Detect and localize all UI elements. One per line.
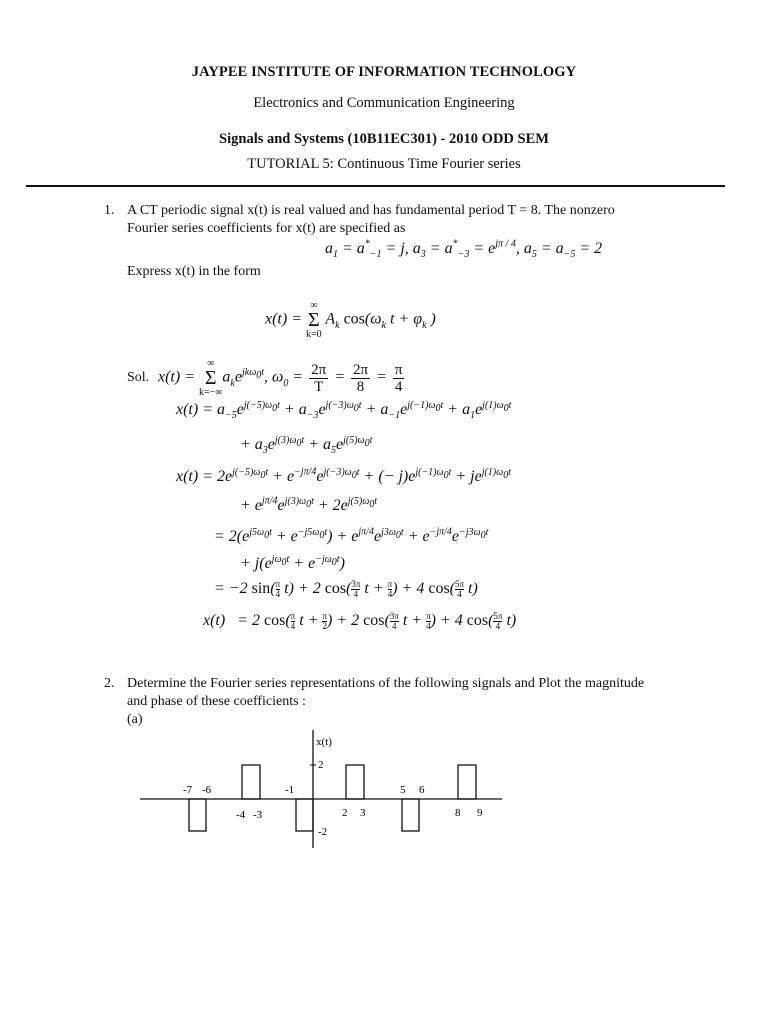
q1-target-form: x(t) = ∞ Σ k=0 $A_k$ $\cos(\omega_k$ $t + \varphi_k$ ) [265, 300, 436, 340]
q1-line2: Fourier series coefficients for x(t) are specified as [127, 221, 406, 236]
solution-line-3: + $a_3e^{j(3)\omega_0t} + a_5e^{j(5)\omega_0t}$ [240, 434, 373, 457]
solution-line-8: = −2 sin( $\frac{\pi}{4}$ t) + 2 cos( $\frac{3\pi}{4}$ t + $\frac{\pi}{4}$ ) + 4 cos( $\frac{5\pi}{4}$ t) [214, 579, 478, 599]
plot-ytick-top: 2 [318, 759, 324, 771]
q1-coefficients-equation: $a_1 = a^*_{-1} = j$, $a_3 = a^*_{-3} = e^{j\pi / 4}$, $a_5 = a_{-5} = 2$ [325, 238, 603, 261]
q1-number: 1. [104, 203, 115, 218]
pulse-neg-1 [189, 799, 206, 831]
tick-label: 3 [360, 807, 366, 819]
tick-label: 9 [477, 807, 483, 819]
q1-express-text: Express x(t) in the form [127, 264, 261, 279]
plot-ylabel: x(t) [316, 736, 332, 748]
tick-label: 8 [455, 807, 461, 819]
q2-line1: Determine the Fourier series representations of the following signals and Plot the magnitude [127, 676, 645, 691]
tutorial-title: TUTORIAL 5: Continuous Time Fourier series [247, 156, 521, 172]
pulse-pos-3 [458, 765, 476, 799]
solution-line-9: x(t) = 2 cos( $\frac{\pi}{4}$ t + $\frac{\pi}{2}$ ) + 2 cos( $\frac{3\pi}{4}$ t + $\frac{\pi}{4}$ ) + 4 cos( $\frac{5\pi}{4}$ t) [203, 611, 517, 631]
tick-label: 2 [342, 807, 348, 819]
tick-label: -7 [183, 784, 193, 796]
pulse-pos-2 [346, 765, 364, 799]
q2-number: 2. [104, 676, 115, 691]
solution-line-7: + $j(e^{j\omega_0t} + e^{-j\omega_0t})$ [240, 553, 345, 572]
tick-label: -4 [236, 809, 246, 821]
tick-label: 6 [419, 784, 425, 796]
solution-label: Sol. [127, 370, 150, 385]
pulse-neg-2 [296, 799, 313, 831]
department-name: Electronics and Communication Engineering [253, 95, 515, 111]
tick-label: -3 [253, 809, 263, 821]
tick-label: -6 [202, 784, 212, 796]
tick-label: -1 [285, 784, 295, 796]
solution-line-4: $x(t) = 2e^{j(-5)\omega_0t} + e^{-j\pi/4}e^{j(-3)\omega_0t}$ + (− $j)e^{j(-1)\omega_0t} + je^{j(1)\omega_0t}$ [176, 466, 511, 485]
solution-line-1: x(t) = ∞ Σ k=−∞ $a_ke^{jk\omega_0t}$, $\omega_0$ = $\frac{2\pi}{T}$ = $\frac{2\pi}{8}$ = $\frac{\pi}{4}$ [158, 358, 403, 398]
q1-line1: A CT periodic signal x(t) is real valued and has fundamental period T = 8. The nonzero [127, 203, 615, 218]
tick-label: 5 [400, 784, 406, 796]
plot-ytick-bottom: -2 [318, 826, 328, 838]
institute-title: JAYPEE INSTITUTE OF INFORMATION TECHNOLOGY [191, 64, 577, 80]
q2-line2: and phase of these coefficients : [127, 694, 306, 709]
solution-line-5: + $e^{j\pi/4}e^{j(3)\omega_0t} + 2e^{j(5)\omega_0t}$ [240, 495, 378, 514]
pulse-neg-3 [402, 799, 419, 831]
course-title: Signals and Systems (10B11EC301) - 2010 ODD SEM [219, 131, 549, 147]
pulse-pos-1 [242, 765, 260, 799]
solution-line-6: = $2(e^{j5\omega_0t} + e^{-j5\omega_0t}) + e^{j\pi/4}e^{j3\omega_0t} + e^{-j\pi/4}e^{-j3\omega_0t}$ [214, 526, 489, 545]
q2-part-a: (a) [127, 712, 143, 727]
solution-line-2: $x(t) = a_{-5}e^{j(-5)\omega_0t} + a_{-3}e^{j(-3)\omega_0t} + a_{-1}e^{j(-1)\omega_0t} + a_1e^{j(1)\omega_0t}$ [176, 399, 512, 422]
